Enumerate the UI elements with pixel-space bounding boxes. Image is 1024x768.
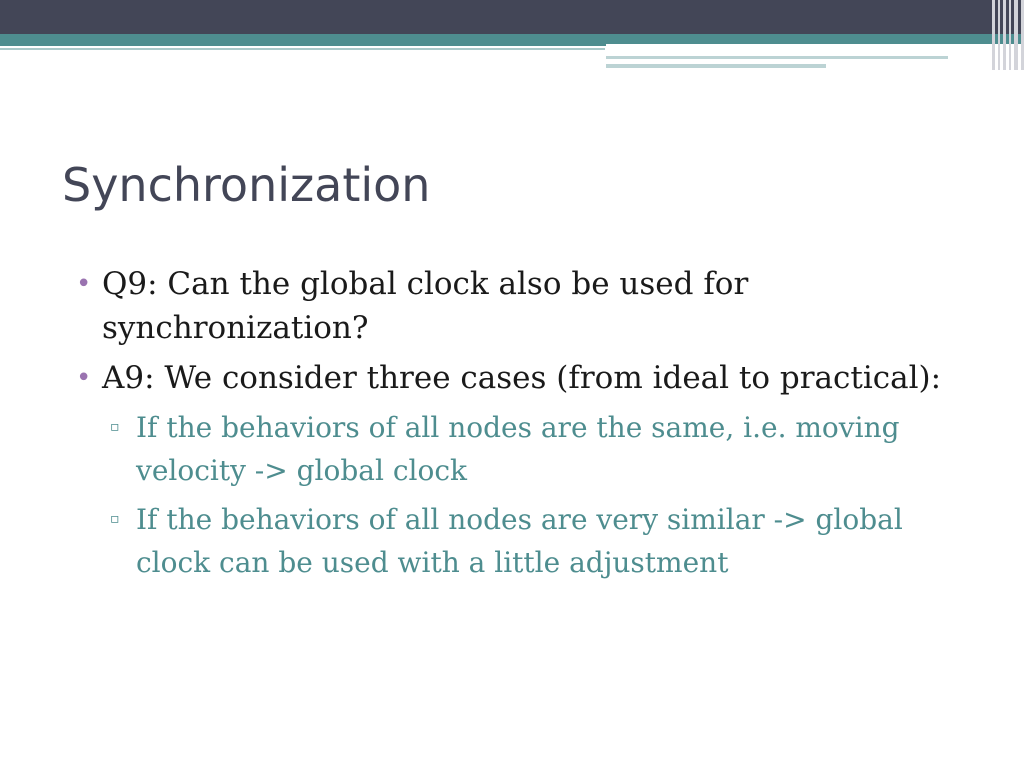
bullet-item — [72, 262, 972, 350]
square-bullet-icon: ▫ — [110, 419, 120, 435]
header-stripes — [992, 0, 1024, 70]
header-accent-line — [606, 64, 826, 68]
slide-title: Synchronization — [62, 158, 431, 212]
sub-bullet-item — [102, 498, 972, 584]
bullet-text: Q9: Can the global clock also be used for synchronization? — [102, 266, 749, 346]
header-accent-line — [606, 56, 948, 59]
bullet-text: A9: We consider three cases (from ideal to practical): — [102, 360, 942, 396]
header-thin-line — [0, 48, 605, 50]
bullet-item — [72, 356, 972, 400]
header-dark-band — [0, 0, 1024, 34]
square-bullet-icon: ▫ — [110, 511, 120, 527]
sub-bullet-text: If the behaviors of all nodes are the same, i.e. moving velocity -> global clock — [136, 411, 900, 487]
sub-bullet-item — [102, 406, 972, 492]
round-bullet-icon: • — [76, 363, 92, 393]
slide-content — [72, 262, 972, 590]
sub-bullet-text: If the behaviors of all nodes are very similar -> global clock can be used with a little adjustment — [136, 503, 903, 579]
round-bullet-icon: • — [76, 269, 92, 299]
